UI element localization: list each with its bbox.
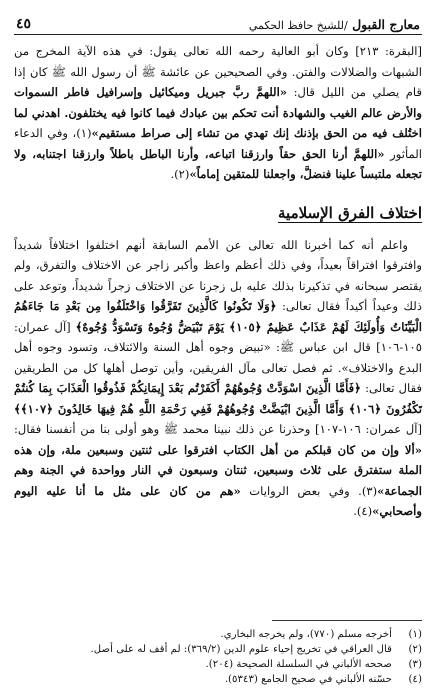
header-book-title: معارج القبول <box>352 17 420 32</box>
footnote-number: (٣) <box>408 659 422 670</box>
page-number: ٤٥ <box>16 16 32 32</box>
paragraph-2-middle: (٣). وفي بعض الروايات <box>240 483 378 498</box>
footnote-divider <box>272 620 422 621</box>
footnote-1 <box>14 627 422 642</box>
verse-reference-2: [آل عمران: ١٠٦-١٠٧] وحذرنا عن ذلك نبينا محمد ﷺ وهو أولى بنا من أنفسنا فقال: <box>14 422 423 436</box>
paragraph-2-end: (٤). <box>353 504 373 518</box>
paragraph-1-end: (٢). <box>170 167 190 181</box>
section-heading: اختلاف الفرق الإسلامية <box>278 203 422 222</box>
hadith-prayer-text: «اللهمَّ ربَّ جبريل وميكائيل وإسرافيل فاطر السموات والأرض عالم الغيب والشهادة أنت تحكم بين عبادك فيما كانوا فيه يختلفون. اهدني لما اختُلف فيه من الحق بإذنك إنك تهدي من تشاء إلى صراط مستقيم» <box>14 85 422 140</box>
hadith-companions-text: «هم من كان على مثل ما أنا عليه اليوم وأصحابي» <box>14 483 422 518</box>
footnote-number: (٤) <box>408 674 422 685</box>
footnote-3 <box>14 657 422 672</box>
dua-text: «اللهمَّ أرنا الحق حقاً وارزقنا اتباعه، وأرنا الباطل باطلاً وارزقنا اجتنابه، ولا تجعله ملتبساً علينا فنضلَّ، واجعلنا للمتقين إماماً» <box>14 146 422 181</box>
paragraph-2 <box>14 235 422 522</box>
footnote-text: حسّنه الألباني في صحيح الجامع (٥٣٤٣). <box>224 674 392 685</box>
footnote-text: قال العراقي في تخريج إحياء علوم الدين (٣٦٩/٢): لم أقف له على أصل. <box>90 644 392 655</box>
main-text <box>14 41 422 522</box>
quran-verse-1: ﴿وَلَا تَكُونُوا كَالَّذِينَ تَفَرَّقُوا وَاخْتَلَفُوا مِن بَعْدِ مَا جَاءَهُمُ الْبَيِّنَاتُ وَأُولَئِكَ لَهُمْ عَذَابٌ عَظِيمٌ ﴿١٠٥﴾ يَوْمَ تَبْيَضُّ وُجُوهٌ وَتَسْوَدُّ وُجُوهٌ﴾ <box>14 299 422 334</box>
footnotes <box>14 620 422 687</box>
paragraph-1 <box>14 41 422 185</box>
running-header <box>14 8 422 35</box>
header-author: /للشيخ حافظ الحكمي <box>248 19 348 32</box>
paragraph-1-start: [البقرة: ٢١٣] وكان أبو العالية رحمه الله تعالى يقول: في هذه الآية المخرج من الشبهات والضلالات والفتن. وفي الصحيحين عن عائشة ﷺ أن رسول الله ﷺ كان إذا قام يصلي من الليل قال: <box>14 44 422 99</box>
footnote-number: (٢) <box>408 644 422 655</box>
footnote-2 <box>14 642 422 657</box>
paragraph-1-middle: (١)، وفي الدعاء المأثور <box>14 126 422 161</box>
hadith-sects-text: «ألا وإن من كان قبلكم من أهل الكتاب افترقوا على ثنتين وسبعين ملة، وإن هذه الملة ستفترق على ثلاث وسبعين، ثنتان وسبعون في النار وواحدة في الجنة وهم الجماعة» <box>14 442 422 498</box>
footnote-number: (١) <box>408 629 422 640</box>
footnote-4 <box>14 672 422 687</box>
book-page <box>14 8 422 687</box>
header-title <box>249 17 420 32</box>
footnote-text: صححه الألباني في السلسلة الصحيحة (٢٠٤). <box>205 659 392 670</box>
footnote-text: أخرجه مسلم (٧٧٠)، ولم يخرجه البخاري. <box>220 629 392 640</box>
verse-reference-1: [آل عمران: ١٠٥-١٠٦] قال ابن عباس ﷺ: «تبيض وجوه أهل السنة والائتلاف، وتسود وجوه أهل البدع والاختلاف». ثم فصل تعالى مآل الفريقين، وأين توصل أهلها كل من الطريقين فقال تعالى: <box>14 319 422 395</box>
quran-verse-2: ﴿فَأَمَّا الَّذِينَ اسْوَدَّتْ وُجُوهُهُمْ أَكَفَرْتُم بَعْدَ إِيمَانِكُمْ فَذُوقُوا الْعَذَابَ بِمَا كُنتُمْ تَكْفُرُونَ ﴿١٠٦﴾ وَأَمَّا الَّذِينَ ابْيَضَّتْ وُجُوهُهُمْ فَفِي رَحْمَةِ اللَّهِ هُمْ فِيهَا خَالِدُونَ ﴿١٠٧﴾﴾ <box>14 381 422 416</box>
paragraph-2-start: واعلم أنه كما أخبرنا الله تعالى عن الأمم السابقة أنهم اختلفوا اختلافاً شديداً وافترقوا افتراقاً بعيداً، وفي ذلك أعظم واعظ وأكبر زاجر عن الاختلاف والتفرق، ولم يقتصر سبحانه في تذكيرنا بذلك عليه بل زجرنا عن الاختلاف زجراً شديداً، وتوعد على ذلك وعيداً أكيداً فقال تعالى: <box>14 237 422 313</box>
